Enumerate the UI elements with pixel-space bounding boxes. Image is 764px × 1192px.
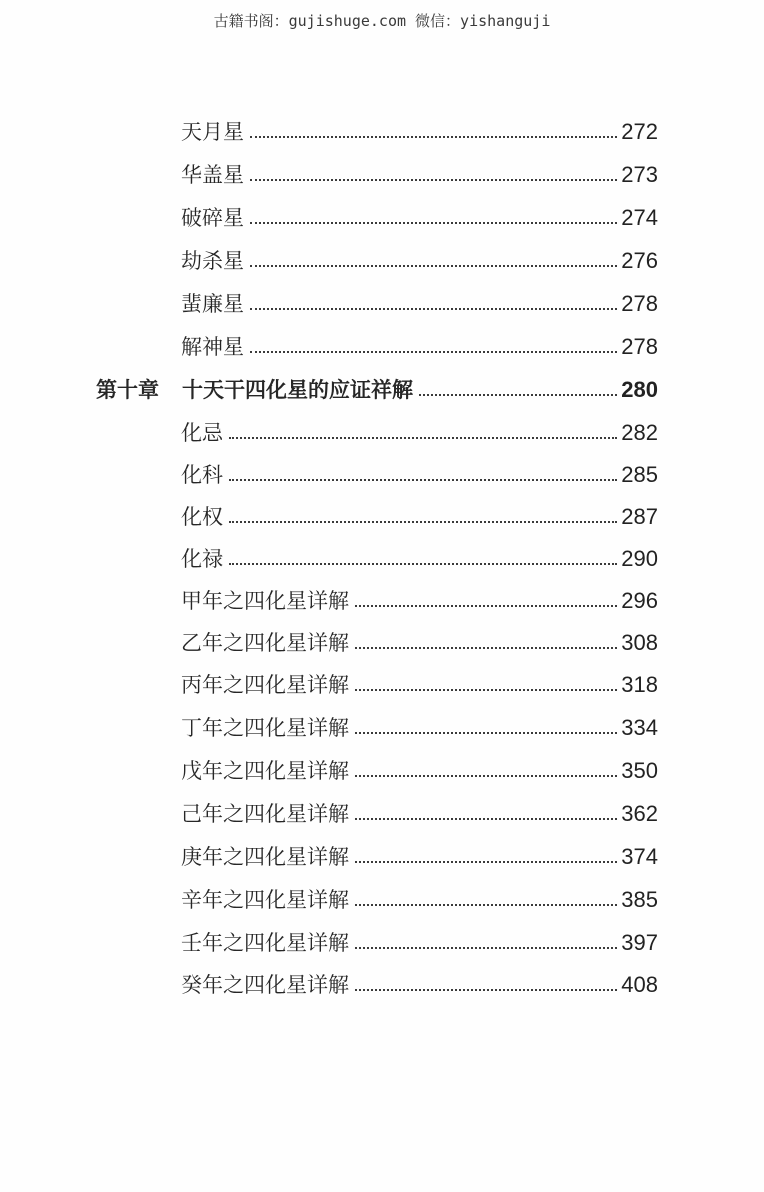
watermark-text: 古籍书阁：gujishuge.com 微信：yishanguji: [213, 12, 551, 30]
toc-leader-dots: [355, 904, 617, 906]
toc-entry-title: 劫杀星: [181, 248, 244, 273]
toc-leader-dots: [250, 351, 617, 353]
toc-leader-dots: [250, 265, 617, 267]
toc-entry-title: 化禄: [181, 546, 223, 571]
toc-page-number: 397: [621, 930, 658, 955]
toc-entry-title: 解神星: [181, 334, 244, 359]
toc-entry-title: 化权: [181, 504, 223, 529]
toc-entry[interactable]: [181, 750, 658, 792]
toc-entry-title: 蜚廉星: [181, 291, 244, 316]
chapter-title: 十天干四化星的应证祥解: [182, 377, 413, 402]
toc-leader-dots: [355, 818, 617, 820]
toc-entry[interactable]: [181, 240, 658, 282]
toc-entry[interactable]: [181, 454, 658, 496]
toc-entry-title: 化科: [181, 462, 223, 487]
toc-page-number: 274: [621, 205, 658, 230]
toc-entry[interactable]: [181, 580, 658, 622]
toc-entry-title: 化忌: [181, 420, 223, 445]
toc-chapter-entry[interactable]: [96, 369, 658, 411]
toc-page-number: 374: [621, 844, 658, 869]
toc-entry[interactable]: [181, 412, 658, 454]
toc-page-number: 318: [621, 672, 658, 697]
toc-leader-dots: [250, 179, 617, 181]
toc-entry-title: 戊年之四化星详解: [181, 758, 349, 783]
toc-entry-title: 破碎星: [181, 205, 244, 230]
toc-page-number: 334: [621, 715, 658, 740]
toc-leader-dots: [355, 947, 617, 949]
toc-page-number: 282: [621, 420, 658, 445]
toc-page-number: 385: [621, 887, 658, 912]
toc-leader-dots: [355, 732, 617, 734]
toc-leader-dots: [250, 308, 617, 310]
toc-page-number: 290: [621, 546, 658, 571]
chapter-number: 第十章: [96, 377, 159, 402]
toc-entry-title: 丙年之四化星详解: [181, 672, 349, 697]
toc-page-number: 296: [621, 588, 658, 613]
toc-entry[interactable]: [181, 836, 658, 878]
toc-page-number: 408: [621, 972, 658, 997]
toc-leader-dots: [250, 222, 617, 224]
toc-entry-title: 丁年之四化星详解: [181, 715, 349, 740]
toc-entry[interactable]: [181, 922, 658, 964]
toc-page-number: 308: [621, 630, 658, 655]
toc-leader-dots: [355, 861, 617, 863]
toc-page-number: 276: [621, 248, 658, 273]
toc-leader-dots: [229, 479, 617, 481]
toc-entry[interactable]: [181, 283, 658, 325]
toc-entry-title: 乙年之四化星详解: [181, 630, 349, 655]
toc-leader-dots: [229, 521, 617, 523]
toc-leader-dots: [250, 136, 617, 138]
toc-page-number: 273: [621, 162, 658, 187]
toc-page-number: 278: [621, 291, 658, 316]
toc-entry-title: 甲年之四化星详解: [181, 588, 349, 613]
toc-entry[interactable]: [181, 197, 658, 239]
toc-leader-dots: [229, 437, 617, 439]
toc-entry[interactable]: [181, 664, 658, 706]
toc-page-number: 278: [621, 334, 658, 359]
toc-page-number: 285: [621, 462, 658, 487]
toc-entry[interactable]: [181, 111, 658, 153]
toc-leader-dots: [355, 647, 617, 649]
toc-entry[interactable]: [181, 154, 658, 196]
toc-entry[interactable]: [181, 538, 658, 580]
toc-page-number: 362: [621, 801, 658, 826]
toc-entry-title: 华盖星: [181, 162, 244, 187]
toc-page-number: 280: [621, 377, 658, 402]
toc-entry-title: 天月星: [181, 119, 244, 144]
toc-entry[interactable]: [181, 496, 658, 538]
toc-page-number: 287: [621, 504, 658, 529]
toc-entry-title: 辛年之四化星详解: [181, 887, 349, 912]
toc-entry[interactable]: [181, 793, 658, 835]
toc-entry[interactable]: [181, 622, 658, 664]
toc-entry-title: 己年之四化星详解: [181, 801, 349, 826]
toc-leader-dots: [355, 605, 617, 607]
toc-entry[interactable]: [181, 879, 658, 921]
toc-entry-title: 壬年之四化星详解: [181, 930, 349, 955]
toc-entry-title: 庚年之四化星详解: [181, 844, 349, 869]
toc-leader-dots: [355, 775, 617, 777]
toc-leader-dots: [355, 689, 617, 691]
toc-leader-dots: [419, 394, 617, 396]
toc-leader-dots: [355, 989, 617, 991]
toc-entry-title: 癸年之四化星详解: [181, 972, 349, 997]
toc-page-number: 272: [621, 119, 658, 144]
toc-leader-dots: [229, 563, 617, 565]
toc-entry[interactable]: [181, 326, 658, 368]
toc-entry[interactable]: [181, 964, 658, 1006]
toc-entry[interactable]: [181, 707, 658, 749]
toc-page-number: 350: [621, 758, 658, 783]
